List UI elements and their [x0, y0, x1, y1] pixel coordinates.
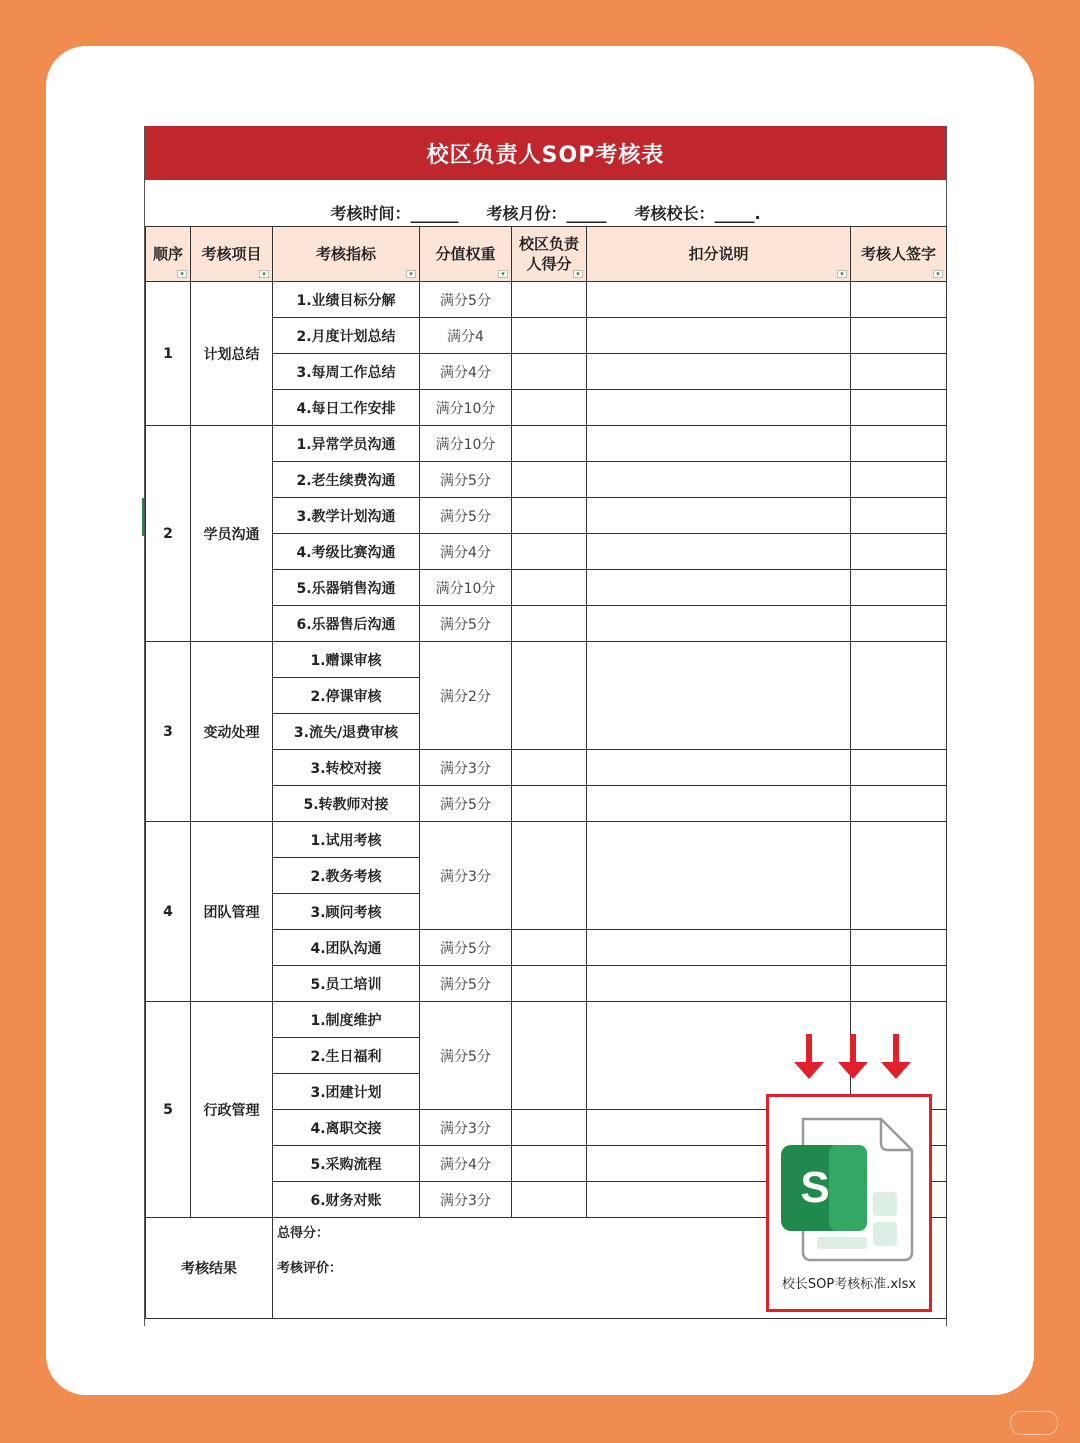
watermark-badge — [1010, 1411, 1058, 1435]
cell-indicator[interactable]: 5.员工培训 — [273, 966, 420, 1002]
cell-signature[interactable] — [851, 390, 947, 426]
meta-line — [145, 180, 946, 226]
cell-deduction[interactable] — [587, 426, 851, 462]
cell-signature[interactable] — [851, 426, 947, 462]
meta-month: 考核月份：_____ — [486, 204, 607, 223]
cell-weight[interactable]: 满分10分 — [420, 390, 512, 426]
cell-score[interactable] — [512, 462, 587, 498]
cell-score[interactable] — [512, 534, 587, 570]
cell-score[interactable] — [512, 318, 587, 354]
cell-signature[interactable] — [851, 570, 947, 606]
filter-dropdown-icon[interactable]: ▾ — [573, 270, 583, 278]
cell-project[interactable]: 团队管理 — [191, 822, 273, 1002]
cell-signature[interactable] — [851, 318, 947, 354]
cell-deduction[interactable] — [587, 462, 851, 498]
arrow-down-icon — [838, 1034, 868, 1079]
cell-project[interactable]: 行政管理 — [191, 1002, 273, 1218]
cell-weight[interactable]: 满分5分 — [420, 606, 512, 642]
cell-deduction[interactable] — [587, 498, 851, 534]
filter-dropdown-icon[interactable]: ▾ — [177, 270, 187, 278]
cell-indicator[interactable]: 3.转校对接 — [273, 750, 420, 786]
cell-score[interactable] — [512, 1182, 587, 1218]
cell-indicator[interactable]: 4.考级比赛沟通 — [273, 534, 420, 570]
cell-seq[interactable]: 4 — [146, 822, 191, 1002]
cell-deduction[interactable] — [587, 354, 851, 390]
cell-indicator[interactable]: 1.异常学员沟通 — [273, 426, 420, 462]
cell-indicator[interactable]: 3.教学计划沟通 — [273, 498, 420, 534]
filter-dropdown-icon[interactable]: ▾ — [498, 270, 508, 278]
file-name: 校长SOP考核标准.xlsx — [781, 1277, 917, 1292]
cell-indicator[interactable]: 4.离职交接 — [273, 1110, 420, 1146]
header-project[interactable]: 考核项目 ▾ — [191, 227, 273, 282]
cell-weight[interactable]: 满分5分 — [420, 282, 512, 318]
cell-weight[interactable]: 满分4分 — [420, 534, 512, 570]
meta-principal: 考核校长：_____. — [634, 204, 761, 223]
cell-deduction[interactable] — [587, 786, 851, 822]
cell-signature[interactable] — [851, 642, 947, 750]
cell-project[interactable]: 计划总结 — [191, 282, 273, 426]
arrow-down-icon — [794, 1034, 824, 1079]
cell-deduction[interactable] — [587, 966, 851, 1002]
filter-dropdown-icon[interactable]: ▾ — [259, 270, 269, 278]
meta-time: 考核时间：______ — [330, 204, 459, 223]
cell-signature[interactable] — [851, 282, 947, 318]
cell-score[interactable] — [512, 390, 587, 426]
cell-indicator[interactable]: 2.月度计划总结 — [273, 318, 420, 354]
cell-seq[interactable]: 2 — [146, 426, 191, 642]
filter-dropdown-icon[interactable]: ▾ — [406, 270, 416, 278]
cell-weight[interactable]: 满分10分 — [420, 570, 512, 606]
cell-indicator[interactable]: 2.停课审核 — [273, 678, 420, 714]
arrow-down-icon — [881, 1034, 911, 1079]
cell-score[interactable] — [512, 966, 587, 1002]
cell-score[interactable] — [512, 1146, 587, 1182]
cell-score[interactable] — [512, 282, 587, 318]
cell-weight[interactable]: 满分10分 — [420, 426, 512, 462]
table-row — [146, 282, 947, 318]
cell-project[interactable]: 变动处理 — [191, 642, 273, 822]
cell-weight[interactable]: 满分3分 — [420, 750, 512, 786]
table-row — [146, 426, 947, 462]
cell-score[interactable] — [512, 354, 587, 390]
file-icon-letter: S — [800, 1163, 830, 1212]
cell-deduction[interactable] — [587, 642, 851, 750]
cell-weight[interactable]: 满分3分 — [420, 822, 512, 930]
cell-score[interactable] — [512, 606, 587, 642]
cell-signature[interactable] — [851, 966, 947, 1002]
table-row — [146, 642, 947, 678]
header-seq[interactable]: 顺序 ▾ — [146, 227, 191, 282]
cell-seq[interactable]: 1 — [146, 282, 191, 426]
cell-indicator[interactable]: 1.试用考核 — [273, 822, 420, 858]
cell-deduction[interactable] — [587, 390, 851, 426]
cell-weight[interactable]: 满分3分 — [420, 1110, 512, 1146]
cell-weight[interactable]: 满分4 — [420, 318, 512, 354]
cell-score[interactable] — [512, 426, 587, 462]
cell-deduction[interactable] — [587, 750, 851, 786]
result-label: 考核结果 — [146, 1218, 273, 1319]
cell-project[interactable]: 学员沟通 — [191, 426, 273, 642]
cell-indicator[interactable]: 1.赠课审核 — [273, 642, 420, 678]
sheet-title: 校区负责人SOP考核表 — [145, 126, 946, 180]
cell-score[interactable] — [512, 822, 587, 930]
cell-indicator[interactable]: 3.顾问考核 — [273, 894, 420, 930]
cell-weight[interactable]: 满分4分 — [420, 354, 512, 390]
cell-indicator[interactable]: 6.财务对账 — [273, 1182, 420, 1218]
cell-score[interactable] — [512, 642, 587, 750]
cell-weight[interactable]: 满分5分 — [420, 462, 512, 498]
cell-seq[interactable]: 5 — [146, 1002, 191, 1218]
cell-signature[interactable] — [851, 606, 947, 642]
header-indicator[interactable]: 考核指标 ▾ — [273, 227, 420, 282]
cell-indicator[interactable]: 2.生日福利 — [273, 1038, 420, 1074]
cell-indicator[interactable]: 4.团队沟通 — [273, 930, 420, 966]
cell-deduction[interactable] — [587, 930, 851, 966]
file-attachment[interactable] — [766, 1094, 932, 1312]
cell-deduction[interactable] — [587, 822, 851, 930]
cell-indicator[interactable]: 4.每日工作安排 — [273, 390, 420, 426]
cell-signature[interactable] — [851, 354, 947, 390]
cell-score[interactable] — [512, 786, 587, 822]
header-signature[interactable]: 考核人签字 ▾ — [851, 227, 947, 282]
cell-deduction[interactable] — [587, 318, 851, 354]
cell-score[interactable] — [512, 930, 587, 966]
cell-weight[interactable]: 满分3分 — [420, 1182, 512, 1218]
cell-score[interactable] — [512, 750, 587, 786]
cell-indicator[interactable]: 1.制度维护 — [273, 1002, 420, 1038]
header-weight[interactable]: 分值权重 ▾ — [420, 227, 512, 282]
cell-seq[interactable]: 3 — [146, 642, 191, 822]
filter-dropdown-icon[interactable]: ▾ — [837, 270, 847, 278]
cell-deduction[interactable] — [587, 606, 851, 642]
cell-signature[interactable] — [851, 534, 947, 570]
cell-indicator[interactable]: 3.流失/退费审核 — [273, 714, 420, 750]
cell-signature[interactable] — [851, 930, 947, 966]
cell-indicator[interactable]: 5.转教师对接 — [273, 786, 420, 822]
table-row — [146, 1002, 947, 1038]
cell-deduction[interactable] — [587, 534, 851, 570]
cell-indicator[interactable]: 5.采购流程 — [273, 1146, 420, 1182]
cell-indicator[interactable]: 2.教务考核 — [273, 858, 420, 894]
cell-indicator[interactable]: 5.乐器销售沟通 — [273, 570, 420, 606]
spreadsheet-file-icon — [769, 1097, 929, 1267]
cell-weight[interactable]: 满分5分 — [420, 498, 512, 534]
cell-score[interactable] — [512, 570, 587, 606]
cell-signature[interactable] — [851, 822, 947, 930]
header-row — [146, 227, 947, 282]
cell-weight[interactable]: 满分2分 — [420, 642, 512, 750]
header-score[interactable]: 校区负责人得分 ▾ — [512, 227, 587, 282]
cell-indicator[interactable]: 2.老生续费沟通 — [273, 462, 420, 498]
cell-weight[interactable]: 满分5分 — [420, 930, 512, 966]
table-row — [146, 822, 947, 858]
cell-deduction[interactable] — [587, 282, 851, 318]
cell-signature[interactable] — [851, 786, 947, 822]
cell-weight[interactable]: 满分5分 — [420, 1002, 512, 1110]
header-deduction[interactable]: 扣分说明 ▾ — [587, 227, 851, 282]
total-score-label: 总得分： — [277, 1226, 330, 1241]
cell-indicator[interactable]: 3.团建计划 — [273, 1074, 420, 1110]
cell-signature[interactable] — [851, 750, 947, 786]
cell-weight[interactable]: 满分4分 — [420, 1146, 512, 1182]
filter-dropdown-icon[interactable]: ▾ — [933, 270, 943, 278]
cell-signature[interactable] — [851, 462, 947, 498]
cell-score[interactable] — [512, 1110, 587, 1146]
evaluation-label: 考核评价： — [277, 1261, 343, 1276]
cell-weight[interactable]: 满分5分 — [420, 786, 512, 822]
down-arrows — [788, 1034, 918, 1080]
cell-signature[interactable] — [851, 498, 947, 534]
cell-deduction[interactable] — [587, 570, 851, 606]
cell-score[interactable] — [512, 498, 587, 534]
cell-weight[interactable]: 满分5分 — [420, 966, 512, 1002]
cell-score[interactable] — [512, 1002, 587, 1110]
cell-indicator[interactable]: 3.每周工作总结 — [273, 354, 420, 390]
cell-indicator[interactable]: 1.业绩目标分解 — [273, 282, 420, 318]
cell-indicator[interactable]: 6.乐器售后沟通 — [273, 606, 420, 642]
